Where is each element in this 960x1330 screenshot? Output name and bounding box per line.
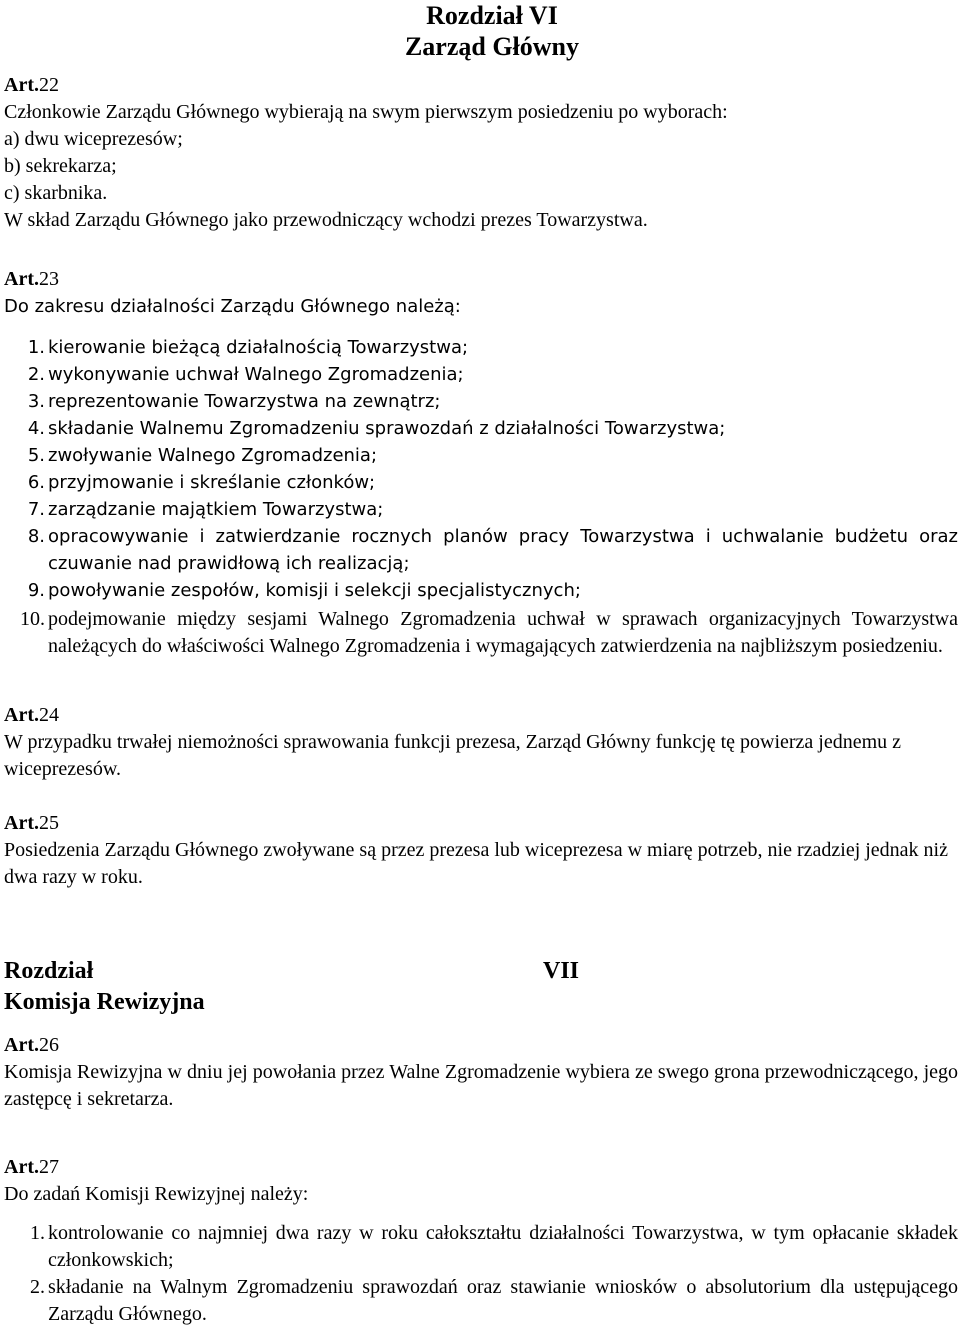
article-24-text: W przypadku trwałej niemożności sprawowania funkcji prezesa, Zarząd Główny funkcję tę powierza jednemu z wiceprezesów. <box>4 731 902 780</box>
article-23-label: Art.23 <box>4 268 59 290</box>
article-22 <box>4 72 958 234</box>
article-27 <box>4 1154 958 1208</box>
list-item: 4. składanie Walnemu Zgromadzeniu sprawozdań z działalności Towarzystwa; <box>27 418 726 439</box>
chapter-7-heading <box>4 956 579 1018</box>
list-item: 6. przyjmowanie i skreślanie członków; <box>27 472 376 493</box>
article-25-label: Art.25 <box>4 812 59 834</box>
list-item: 7. zarządzanie majątkiem Towarzystwa; <box>27 499 384 520</box>
article-23-list-item-10 <box>0 606 958 660</box>
list-item: 2. wykonywanie uchwał Walnego Zgromadzenia; <box>27 364 464 385</box>
article-22-label: Art.22 <box>4 74 59 96</box>
article-27-label: Art.27 <box>4 1156 59 1178</box>
article-22-item-b: b) sekrekarza; <box>4 155 117 177</box>
article-27-intro: Do zadań Komisji Rewizyjnej należy: <box>4 1183 309 1205</box>
article-26-text: Komisja Rewizyjna w dniu jej powołania przez Walne Zgromadzenie wybiera ze swego grona przewodniczącego, jego zastępcę i sekretarza. <box>4 1061 958 1110</box>
list-item: 2. składanie na Walnym Zgromadzeniu sprawozdań oraz stawianie wniosków o absolutorium dla ustępującego Zarządu Głównego. <box>30 1276 958 1325</box>
list-item: 3. reprezentowanie Towarzystwa na zewnątrz; <box>27 391 441 412</box>
list-item: 1. kierowanie bieżącą działalnością Towarzystwa; <box>27 337 469 358</box>
article-23-list <box>0 334 958 604</box>
chapter-7-subtitle: Komisja Rewizyjna <box>4 989 205 1015</box>
article-22-closing: W skład Zarządu Głównego jako przewodniczący wchodzi prezes Towarzystwa. <box>4 209 648 231</box>
article-26 <box>4 1032 958 1113</box>
chapter-6-title: Rozdział VI <box>426 1 558 30</box>
chapter-6-subtitle: Zarząd Główny <box>404 32 580 61</box>
list-item: 9. powoływanie zespołów, komisji i selekcji specjalistycznych; <box>27 580 581 601</box>
article-24-label: Art.24 <box>4 704 59 726</box>
article-23-intro: Do zakresu działalności Zarządu Głównego należą: <box>4 296 461 317</box>
chapter-6-heading <box>4 0 958 62</box>
article-24 <box>4 702 958 783</box>
list-item: 1. kontrolowanie co najmniej dwa razy w roku całokształtu działalności Towarzystwa, w tym opłacanie składek członkowskich; <box>30 1222 958 1271</box>
article-27-list <box>0 1220 958 1328</box>
list-item: 8. opracowywanie i zatwierdzanie rocznych planów pracy Towarzystwa i uchwalanie budżetu oraz czuwanie nad prawidłową ich realizacją; <box>27 526 958 574</box>
article-22-item-a: a) dwu wiceprezesów; <box>4 128 183 150</box>
article-25-text: Posiedzenia Zarządu Głównego zwoływane są przez prezesa lub wiceprezesa w miarę potrzeb, nie rzadziej jednak niż dwa razy w roku. <box>4 839 948 888</box>
list-item: 5. zwoływanie Walnego Zgromadzenia; <box>27 445 378 466</box>
list-item: 10. podejmowanie między sesjami Walnego Zgromadzenia uchwał w sprawach organizacyjnych Towarzystwa należących do właściwości Walnego Zgromadzenia i wymagających zatwierdzenia na najbliższym posiedzeniu. <box>20 608 958 657</box>
article-26-label: Art.26 <box>4 1034 59 1056</box>
chapter-7-title: Rozdział VII <box>4 958 579 984</box>
article-22-item-c: c) skarbnika. <box>4 182 108 204</box>
article-23 <box>4 266 958 320</box>
article-25 <box>4 810 958 891</box>
article-22-intro: Członkowie Zarządu Głównego wybierają na swym pierwszym posiedzeniu po wyborach: <box>4 101 728 123</box>
